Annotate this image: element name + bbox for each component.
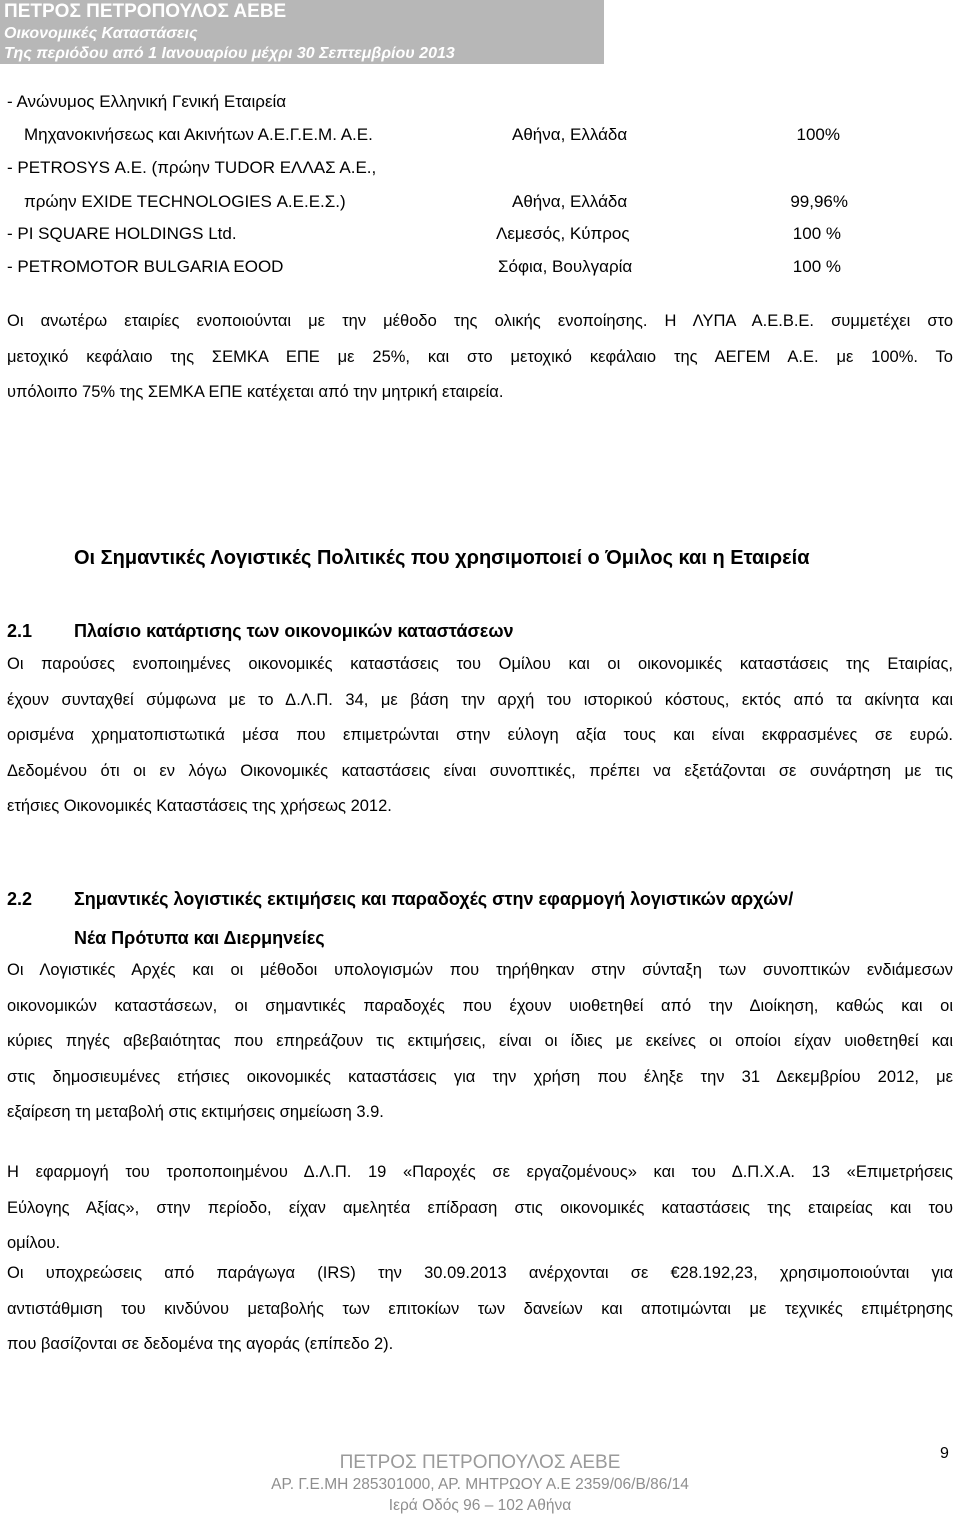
consolidation-paragraph (7, 304, 953, 411)
header-period: Της περιόδου από 1 Ιανουαρίου μέχρι 30 Σεπτεμβρίου 2013 (0, 44, 604, 64)
paragraph-line: που βασίζονται σε δεδομένα της αγοράς (επίπεδο 2). (7, 1335, 394, 1353)
subsidiary-line: - PETROSYS Α.Ε. (πρώην TUDOR ΕΛΛΑΣ Α.Ε., (7, 158, 377, 177)
paragraph-line: έχουν συνταχθεί σύμφωνα με το Δ.Λ.Π. 34, με βάση την αρχή του ιστορικού κόστους, εκτός από τα ακίνητα και (7, 690, 953, 709)
paragraph-line: οικονομικών καταστάσεων, οι σημαντικές παραδοχές που έχουν υιοθετηθεί από την Διοίκηση, καθώς και οι (7, 996, 953, 1015)
section-title: Πλαίσιο κατάρτισης των οικονομικών καταστάσεων (74, 621, 514, 641)
paragraph-line: Οι παρούσες ενοποιημένες οικονομικές καταστάσεις του Ομίλου και οι οικονομικές καταστάσεις της Εταιρίας, (7, 655, 953, 673)
section-main-title: Οι Σημαντικές Λογιστικές Πολιτικές που χρησιμοποιεί ο Όμιλος και η Εταιρεία (74, 547, 810, 569)
paragraph-line: αντιστάθμιση του κινδύνου μεταβολής των επιτοκίων των δανείων και αποτιμώνται με τεχνικές επιμέτρησης (7, 1299, 953, 1318)
paragraph-line: ετήσιες Οικονομικές Καταστάσεις της χρήσεως 2012. (7, 797, 392, 815)
subsidiary-location: Αθήνα, Ελλάδα (512, 125, 628, 144)
paragraph-line: Η εφαρμογή του τροποποιημένου Δ.Λ.Π. 19 «Παροχές σε εργαζομένους» και του Δ.Π.Χ.Α. 13 «Επιμετρήσεις (7, 1163, 953, 1181)
paragraph-line: εξαίρεση τη μεταβολή στις εκτιμήσεις σημείωση 3.9. (7, 1103, 384, 1121)
footer-company: ΠΕΤΡΟΣ ΠΕΤΡΟΠΟΥΛΟΣ ΑΕΒΕ (339, 1452, 621, 1473)
subsidiary-line: Μηχανοκινήσεως και Ακινήτων Α.Ε.Γ.Ε.Μ. Α.Ε. (24, 125, 373, 144)
subsidiary-percentage: 100% (796, 125, 840, 144)
paragraph-line: Οι Λογιστικές Αρχές και οι μέθοδοι υπολογισμών που τηρήθηκαν στην σύνταξη των συνοπτικών ενδιάμεσων (7, 961, 953, 979)
paragraph-line: μετοχικό κεφάλαιο της ΣΕΜΚΑ ΕΠΕ με 25%, και στο μετοχικό κεφάλαιο της ΑΕΓΕΜ Α.Ε. με 100%. Το (7, 347, 953, 366)
page-number: 9 (940, 1445, 949, 1462)
subsidiary-percentage: 100 % (792, 257, 841, 276)
section-title-line: Σημαντικές λογιστικές εκτιμήσεις και παραδοχές στην εφαρμογή λογιστικών αρχών/ (74, 889, 794, 909)
section-2-2-paragraph (7, 1256, 953, 1363)
paragraph-line: ορισμένα χρηματοπιστωτικά μέσα που επιμετρώνται στην εύλογη αξία τους και είναι εκφρασμένες σε ευρώ. (7, 726, 953, 744)
paragraph-line: στις δημοσιευμένες ετήσιες οικονομικές καταστάσεις για την χρήση που έληξε την 31 Δεκεμβρίου 2012, με (7, 1067, 953, 1086)
subsidiary-percentage: 100 % (792, 224, 841, 243)
subsidiary-location: Αθήνα, Ελλάδα (512, 192, 628, 211)
section-2-2-paragraph (7, 953, 953, 1131)
paragraph-line: υπόλοιπο 75% της ΣΕΜΚΑ ΕΠΕ κατέχεται από την μητρική εταιρεία. (7, 383, 504, 401)
paragraph-line: ομίλου. (7, 1234, 61, 1252)
subsidiary-line: - Ανώνυμος Ελληνική Γενική Εταιρεία (7, 92, 287, 111)
subsidiary-location: Σόφια, Βουλγαρία (498, 257, 633, 276)
section-2-1-paragraph (7, 647, 953, 825)
section-number: 2.2 (7, 889, 33, 909)
subsidiary-line: πρώην EXIDE TECHNOLOGIES Α.Ε.Ε.Σ.) (24, 192, 346, 211)
footer-registration: ΑΡ. Γ.Ε.ΜΗ 285301000, ΑΡ. ΜΗΤΡΩΟΥ Α.Ε 2359/06/Β/86/14 (271, 1476, 689, 1493)
section-2-2-paragraph (7, 1155, 953, 1262)
footer-address: Ιερά Οδός 96 – 102 Αθήνα (388, 1497, 572, 1514)
header-subtitle: Οικονομικές Καταστάσεις (0, 24, 604, 44)
paragraph-line: Δεδομένου ότι οι εν λόγω Οικονομικές καταστάσεις είναι συνοπτικές, πρέπει να εξετάζονται σε συνάρτηση με τις (7, 761, 953, 780)
header-company: ΠΕΤΡΟΣ ΠΕΤΡΟΠΟΥΛΟΣ ΑΕΒΕ (0, 0, 604, 24)
subsidiary-location: Λεμεσός, Κύπρος (496, 224, 630, 243)
section-number: 2.1 (7, 621, 33, 641)
section-title-line: Νέα Πρότυπα και Διερμηνείες (74, 928, 325, 948)
paragraph-line: κύριες πηγές αβεβαιότητας που επηρεάζουν τις εκτιμήσεις, είναι οι ίδιες με εκείνες οι οποίοι είχαν υιοθετηθεί και (7, 1032, 953, 1050)
paragraph-line: Εύλογης Αξίας», στην περίοδο, είχαν αμελητέα επίδραση στις οικονομικές καταστάσεις της εταιρείας και του (7, 1198, 953, 1217)
subsidiary-line: - PI SQUARE HOLDINGS Ltd. (7, 224, 237, 243)
subsidiary-percentage: 99,96% (790, 192, 848, 211)
subsidiary-line: - PETROMOTOR BULGARIA EOOD (7, 257, 284, 276)
paragraph-line: Οι υποχρεώσεις από παράγωγα (IRS) την 30.09.2013 ανέρχονται σε €28.192,23, χρησιμοποιούνται για (7, 1264, 953, 1282)
paragraph-line: Οι ανωτέρω εταιρίες ενοποιούνται με την μέθοδο της ολικής ενοποίησης. Η ΛΥΠΑ Α.Ε.Β.Ε. συμμετέχει στο (7, 312, 953, 330)
